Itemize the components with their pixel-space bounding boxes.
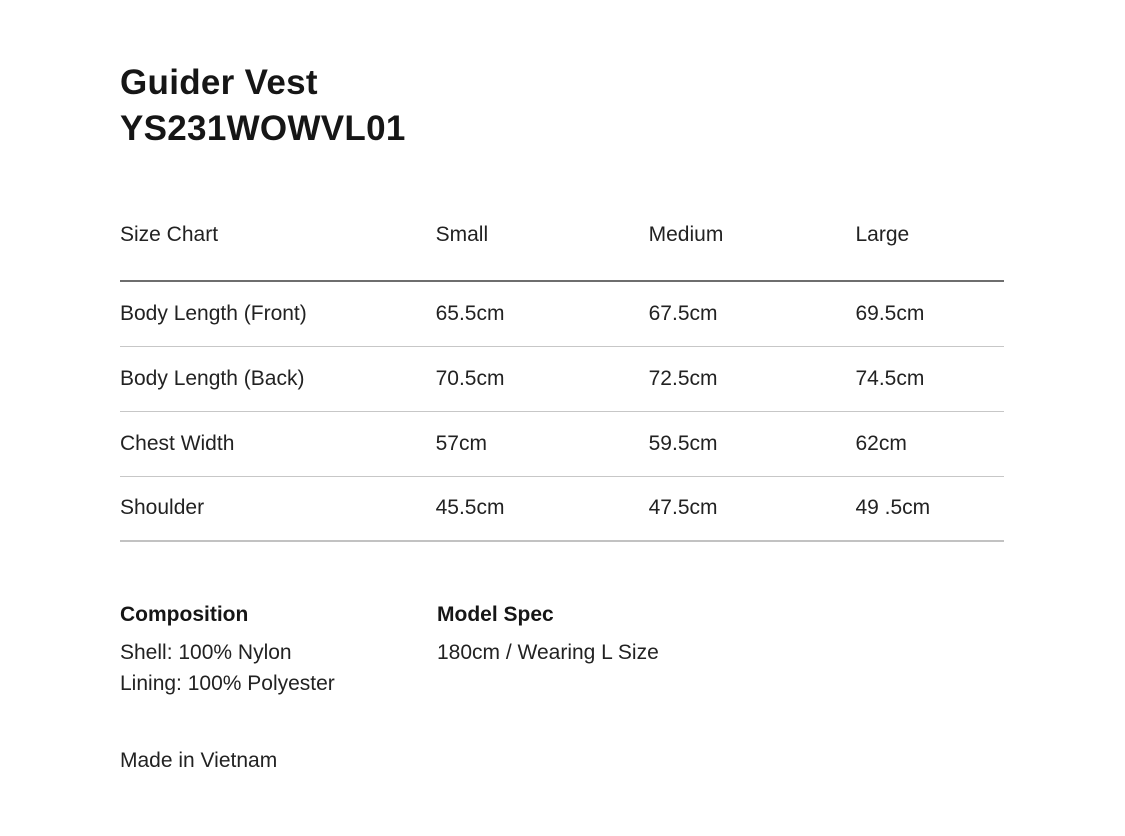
size-value: 70.5cm [436,346,649,411]
table-row-chest-width [120,411,1004,476]
size-chart-table [120,208,1004,542]
table-row-shoulder [120,476,1004,541]
size-value: 62cm [855,411,1004,476]
composition-lining-line: Lining: 100% Polyester [120,672,335,695]
model-spec-heading: Model Spec [437,603,554,626]
column-header-large: Large [855,208,1004,281]
composition-section [120,600,437,699]
table-row-body-length-front [120,281,1004,346]
size-value: 69.5cm [855,281,1004,346]
model-spec-section [437,600,1004,699]
size-value: 57cm [436,411,649,476]
composition-heading: Composition [120,603,249,626]
row-label: Chest Width [120,411,436,476]
column-header-small: Small [436,208,649,281]
size-value: 49 .5cm [855,476,1004,541]
row-label: Shoulder [120,476,436,541]
size-value: 47.5cm [649,476,856,541]
product-code: YS231WOWVL01 [120,109,406,148]
model-spec-text: 180cm / Wearing L Size [437,641,659,664]
size-chart-title: Size Chart [120,208,436,281]
row-label: Body Length (Front) [120,281,436,346]
column-header-medium: Medium [649,208,856,281]
size-value: 67.5cm [649,281,856,346]
size-value: 59.5cm [649,411,856,476]
product-header [120,60,1004,152]
origin-text: Made in Vietnam [120,749,278,772]
details-section [120,600,1004,699]
size-value: 74.5cm [855,346,1004,411]
table-row-body-length-back [120,346,1004,411]
size-value: 65.5cm [436,281,649,346]
row-label: Body Length (Back) [120,346,436,411]
product-spec-sheet [120,60,1004,773]
size-value: 45.5cm [436,476,649,541]
size-chart-header-row [120,208,1004,281]
composition-shell-line: Shell: 100% Nylon [120,641,292,664]
size-value: 72.5cm [649,346,856,411]
product-name: Guider Vest [120,63,318,102]
